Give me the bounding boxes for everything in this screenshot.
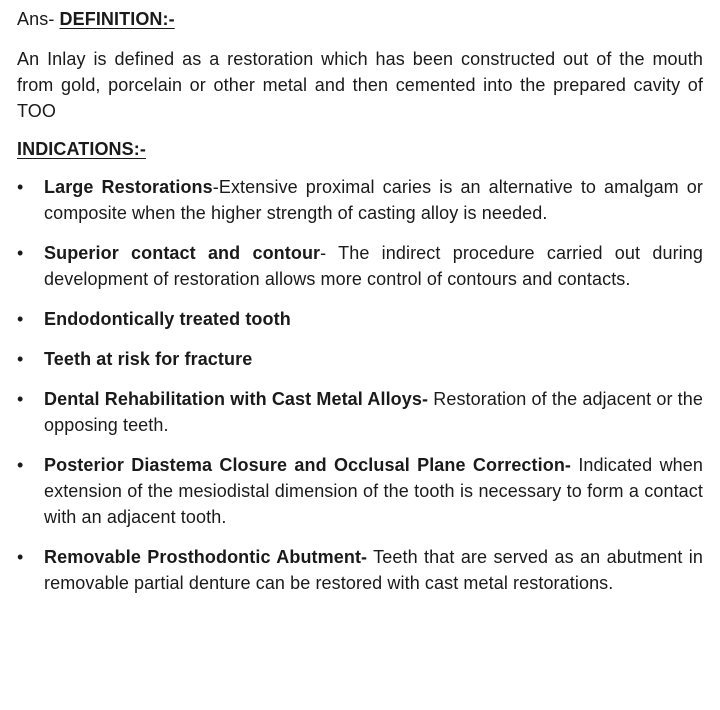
indication-text: Restoration of the adjacent or the opposing teeth. (44, 389, 704, 435)
indications-heading: INDICATIONS:- (17, 139, 146, 159)
bullet-icon: • (17, 455, 24, 475)
definition-heading: DEFINITION:- (59, 9, 175, 29)
indication-term: Posterior Diastema Closure and Occlusal Plane Correction- (44, 455, 572, 475)
indication-term: Endodontically treated tooth (44, 309, 291, 329)
document-page (0, 4, 720, 596)
bullet-icon: • (17, 389, 24, 409)
list-item (17, 174, 703, 226)
indication-term: Dental Rehabilitation with Cast Metal Alloys- (44, 389, 429, 409)
bullet-icon: • (17, 349, 24, 369)
indication-text: Teeth that are served as an abutment in removable partial denture can be restored with cast metal restorations. (44, 547, 703, 593)
list-item (17, 544, 703, 596)
bullet-icon: • (17, 243, 24, 263)
bullet-icon: • (17, 309, 24, 329)
bullet-icon: • (17, 547, 24, 567)
list-item (17, 452, 703, 530)
definition-paragraph: An Inlay is defined as a restoration which has been constructed out of the mouth from gold, porcelain or other metal and then cemented into the prepared cavity of TOO (17, 49, 703, 121)
indication-term: Removable Prosthodontic Abutment- (44, 547, 368, 567)
answer-heading-line (17, 4, 703, 34)
bullet-icon: • (17, 177, 24, 197)
indications-list (17, 174, 703, 596)
list-item (17, 346, 703, 372)
answer-prefix: Ans- (17, 9, 60, 29)
indication-term: Large Restorations (44, 177, 213, 197)
indication-text: -Extensive proximal caries is an alternative to amalgam or composite when the higher strength of casting alloy is needed. (44, 177, 703, 223)
indication-text: - The indirect procedure carried out during development of restoration allows more control of contours and contacts. (44, 243, 703, 289)
list-item (17, 240, 703, 292)
list-item (17, 306, 703, 332)
indications-heading-line (17, 136, 703, 162)
indication-term: Superior contact and contour (44, 243, 321, 263)
indication-term: Teeth at risk for fracture (44, 349, 253, 369)
indication-text: Indicated when extension of the mesiodistal dimension of the tooth is necessary to form a contact with an adjacent tooth. (44, 455, 704, 527)
list-item (17, 386, 703, 438)
